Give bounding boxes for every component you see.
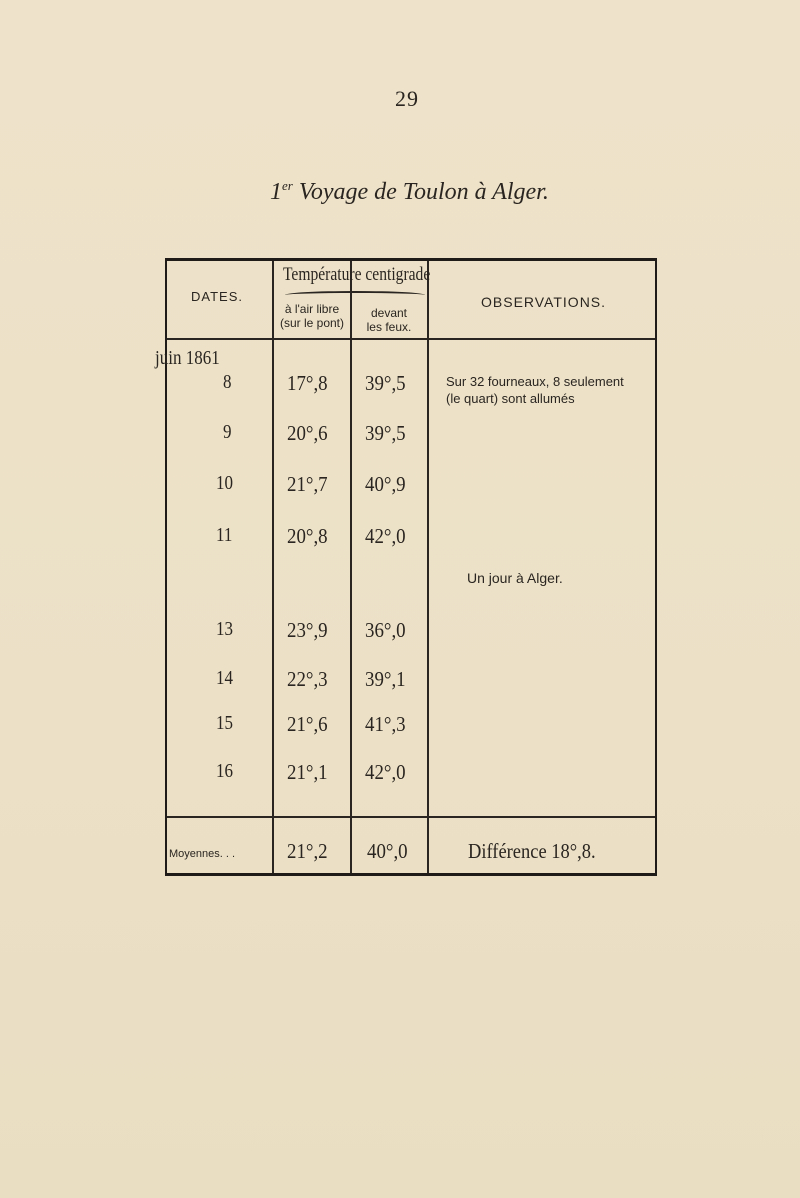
- header-devant: [351, 306, 427, 334]
- row-observation-line1: Un jour à Alger.: [467, 570, 563, 586]
- row-date: 10: [216, 472, 233, 494]
- row-air-temp: 23°,9: [287, 618, 328, 642]
- row-air-temp: 22°,3: [287, 667, 328, 691]
- row-air-temp: 20°,8: [287, 524, 328, 548]
- row-air-temp: 20°,6: [287, 421, 328, 445]
- row-feux-temp: 36°,0: [365, 618, 406, 642]
- row-observation-line1: Sur 32 fourneaux, 8 seulement: [446, 374, 624, 389]
- title-ordinal: 1: [270, 179, 282, 205]
- header-brace: [285, 291, 425, 299]
- row-date: 14: [216, 667, 233, 689]
- row-date: 16: [216, 760, 233, 782]
- row-date: 8: [223, 371, 232, 393]
- row-date: 11: [216, 524, 233, 546]
- header-devant-line1: devant: [370, 306, 408, 320]
- row-air-temp: 17°,8: [287, 371, 328, 395]
- header-observations: OBSERVATIONS.: [481, 294, 607, 310]
- row-feux-temp: 39°,1: [365, 667, 406, 691]
- row-feux-temp: 40°,9: [365, 472, 406, 496]
- moyennes-label: Moyennes. . .: [169, 848, 236, 860]
- moyennes-feux-temp: 40°,0: [367, 839, 408, 863]
- title-ordinal-sup: er: [282, 178, 293, 193]
- row-observation-line2: (le quart) sont allumés: [446, 391, 575, 406]
- header-air-libre-line1: à l'air libre: [284, 302, 340, 316]
- row-date: 13: [216, 618, 233, 640]
- header-rule: [167, 338, 655, 340]
- row-air-temp: 21°,7: [287, 472, 328, 496]
- column-rule: [350, 261, 352, 873]
- column-rule: [272, 261, 274, 873]
- header-devant-line2: les feux.: [366, 320, 412, 334]
- row-feux-temp: 42°,0: [365, 760, 406, 784]
- title-rest: Voyage de Toulon à Alger.: [292, 179, 549, 205]
- row-feux-temp: 41°,3: [365, 712, 406, 736]
- header-dates: DATES.: [191, 289, 243, 304]
- moyennes-rule: [167, 816, 655, 818]
- row-date: 9: [223, 421, 232, 443]
- page-title: [270, 178, 549, 206]
- header-temperature: Température centigrade: [283, 264, 431, 285]
- row-air-temp: 21°,1: [287, 760, 328, 784]
- temperature-table: [155, 258, 657, 876]
- page-number: 29: [395, 86, 419, 111]
- row-date: 15: [216, 712, 233, 734]
- month-label: juin 1861: [155, 347, 220, 369]
- moyennes-air-temp: 21°,2: [287, 839, 328, 863]
- row-feux-temp: 42°,0: [365, 524, 406, 548]
- header-air-libre: [273, 302, 351, 330]
- row-feux-temp: 39°,5: [365, 421, 406, 445]
- moyennes-difference: Différence 18°,8.: [468, 839, 596, 863]
- row-feux-temp: 39°,5: [365, 371, 406, 395]
- row-air-temp: 21°,6: [287, 712, 328, 736]
- header-air-libre-line2: (sur le pont): [279, 316, 345, 330]
- column-rule: [427, 261, 429, 873]
